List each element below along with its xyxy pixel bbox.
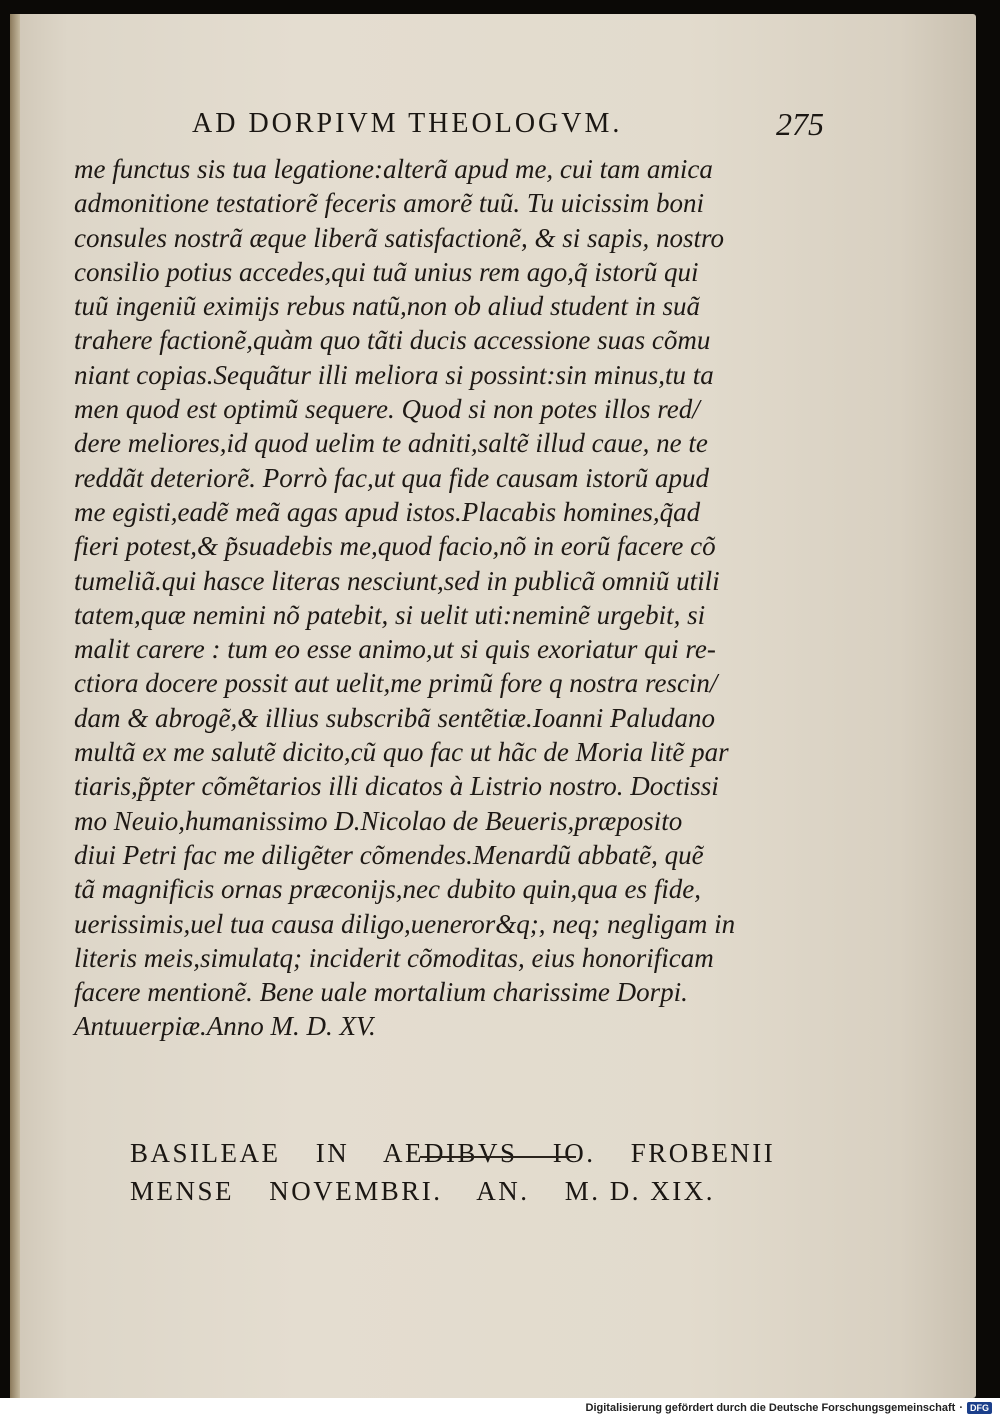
text-line: me egisti,eadẽ meã agas apud istos.Placabis homines,q̃ad	[74, 496, 701, 527]
text-line: ctiora docere possit aut uelit,me primũ fore q nostra rescin/	[74, 668, 718, 699]
colophon-word: FROBENII	[630, 1138, 776, 1168]
colophon-word: AN.	[476, 1176, 530, 1206]
text-line: dam & abrogẽ,& illius subscribã sentẽtiæ.Ioanni Paludano	[74, 702, 715, 733]
text-line: consilio potius accedes,qui tuã unius rem ago,q̃ istorũ qui	[74, 256, 699, 287]
text-line: consules nostrã æque liberã satisfactionẽ, & si sapis, nostro	[74, 222, 725, 253]
page-number: 275	[776, 106, 824, 142]
colophon-word: AEDIBVS	[383, 1138, 518, 1168]
text-line: reddãt deteriorẽ. Porrò fac,ut qua fide causam istorũ apud	[74, 462, 709, 493]
colophon-word: IO.	[552, 1138, 596, 1168]
colophon-line-2	[130, 1172, 750, 1210]
credit-text: Digitalisierung gefördert durch die Deutsche Forschungsgemeinschaft	[585, 1402, 956, 1414]
text-line: dere meliores,id quod uelim te adniti,saltẽ illud caue, ne te	[74, 428, 708, 459]
text-line: tiaris,p̃pter cõmẽtarios illi dicatos à Listrio nostro. Doctissi	[74, 771, 719, 802]
letter-text	[74, 152, 794, 1044]
text-line: multã ex me salutẽ dicito,cũ quo fac ut hãc de Moria litẽ par	[74, 737, 729, 768]
text-line: tuũ ingeniũ eximijs rebus natũ,non ob aliud student in suã	[74, 291, 700, 322]
text-line: men quod est optimũ sequere. Quod si non potes illos red/	[74, 394, 700, 425]
colophon-word: M. D. XIX.	[564, 1176, 716, 1206]
text-line: tã magnificis ornas præconijs,nec dubito quin,qua es fide,	[74, 874, 701, 905]
colophon	[130, 1134, 776, 1210]
text-line: mo Neuio,humanissimo D.Nicolao de Beueris,præposito	[74, 805, 683, 836]
colophon-word: BASILEAE	[130, 1138, 281, 1168]
text-line: malit carere : tum eo esse animo,ut si quis exoriatur qui re-	[74, 634, 716, 665]
text-line: fieri potest,& p̃suadebis me,quod facio,nõ in eorũ facere cõ	[74, 531, 716, 562]
page-edge	[10, 14, 20, 1398]
colophon-word: IN	[315, 1138, 350, 1168]
colophon-line-1	[130, 1134, 776, 1172]
text-line: niant copias.Sequãtur illi meliora si possint:sin minus,tu ta	[74, 359, 714, 390]
text-line: me functus sis tua legatione:alterã apud me, cui tam amica	[74, 154, 713, 184]
colophon-rule	[420, 1156, 576, 1158]
digitization-credit: Digitalisierung gefördert durch die Deutsche Forschungsgemeinschaft · DFG	[586, 1398, 992, 1418]
colophon-word: MENSE	[130, 1176, 235, 1206]
text-line: diui Petri fac me diligẽter cõmendes.Menardũ abbatẽ, quẽ	[74, 839, 704, 870]
text-line: uerissimis,uel tua causa diligo,ueneror&q;, neq; negligam in	[74, 908, 736, 939]
text-line: literis meis,simulatq; inciderit cõmoditas, eius honorificam	[74, 942, 714, 973]
text-line: Antuuerpiæ.Anno M. D. XV.	[74, 1011, 376, 1042]
colophon-word: NOVEMBRI.	[269, 1176, 443, 1206]
running-head: AD DORPIVM THEOLOGVM.	[192, 108, 623, 139]
text-line: facere mentionẽ. Bene uale mortalium charissime Dorpi.	[74, 977, 688, 1008]
dfg-logo-icon: DFG	[967, 1402, 992, 1414]
text-line: trahere factionẽ,quàm quo tãti ducis accessione suas cõmu	[74, 325, 711, 356]
text-line: tatem,quæ nemini nõ patebit, si uelit uti:neminẽ urgebit, si	[74, 599, 706, 630]
text-line: admonitione testatiorẽ feceris amorẽ tuũ. Tu uicissim boni	[74, 188, 704, 219]
text-line: tumeliã.qui hasce literas nesciunt,sed in publicã omniũ utili	[74, 565, 720, 596]
